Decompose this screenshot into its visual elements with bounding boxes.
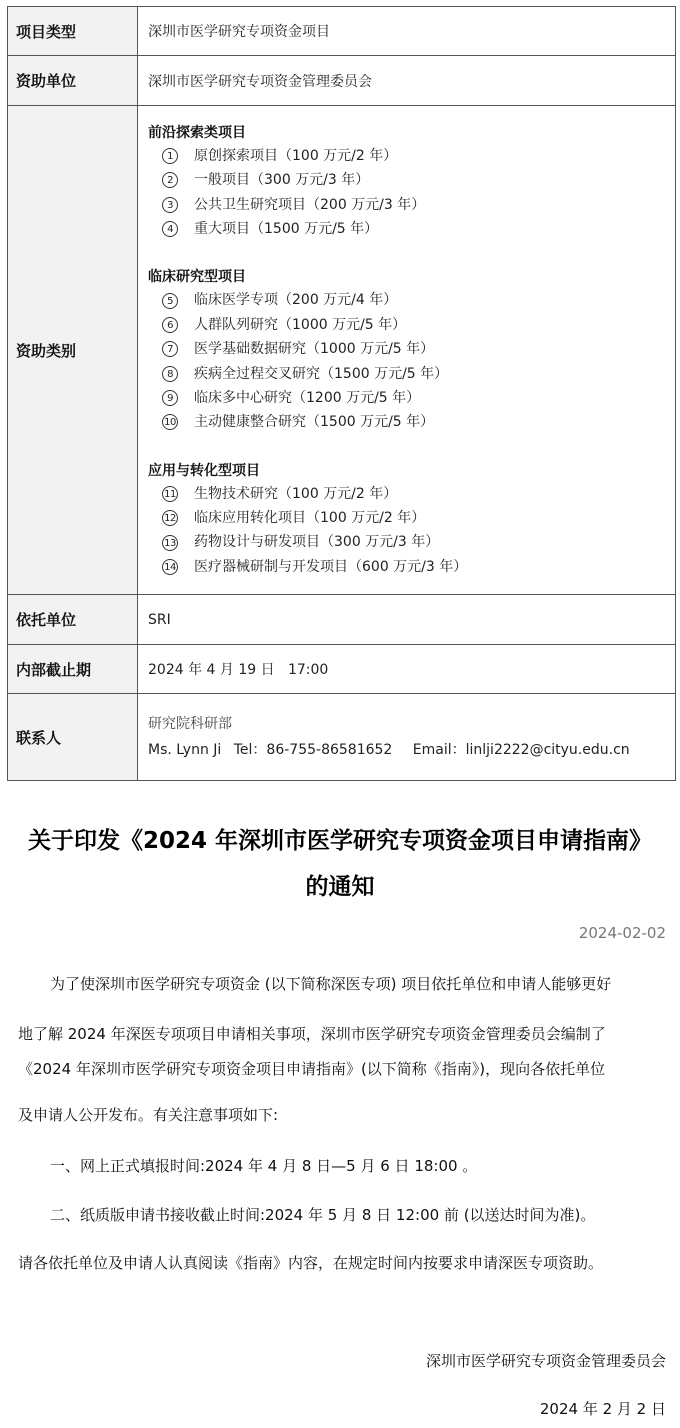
category-item xyxy=(148,168,675,192)
notice-paragraph-line2: 地了解 2024 年深医专项项目申请相关事项，深圳市医学研究专项资金管理委员会编制了 xyxy=(18,1025,606,1043)
category-item-text: 临床应用转化项目（100 万元/2 年） xyxy=(194,510,426,527)
project-info-table xyxy=(7,6,676,781)
category-item-text: 药物设计与研发项目（300 万元/3 年） xyxy=(194,534,440,551)
circled-number-icon: 2 xyxy=(162,172,178,188)
row-contact xyxy=(8,694,676,781)
category-group-title: 临床研究型项目 xyxy=(148,269,246,286)
value-host-unit: SRI xyxy=(138,595,676,645)
category-item-text: 医疗器械研制与开发项目（600 万元/3 年） xyxy=(194,558,468,575)
notice-date: 2024-02-02 xyxy=(578,924,666,942)
category-item-text: 人群队列研究（1000 万元/5 年） xyxy=(194,316,407,333)
category-item xyxy=(148,506,675,530)
notice-paragraph-line1: 为了使深圳市医学研究专项资金 (以下简称深医专项) 项目依托单位和申请人能够更好 xyxy=(50,975,612,993)
notice-closing: 请各依托单位及申请人认真阅读《指南》内容，在规定时间内按要求申请深医专项资助。 xyxy=(18,1254,604,1272)
category-list xyxy=(148,121,675,579)
category-item-text: 生物技术研究（100 万元/2 年） xyxy=(194,485,398,502)
contact-department: 研究院科研部 xyxy=(148,716,232,732)
label-funding-unit: 资助单位 xyxy=(8,56,138,106)
category-item xyxy=(148,313,675,337)
category-group xyxy=(148,460,675,580)
contact-email[interactable]: Email：linlji2222@cityu.edu.cn xyxy=(412,742,630,758)
row-project-type xyxy=(8,7,676,56)
category-item xyxy=(148,144,675,168)
row-host-unit xyxy=(8,595,676,645)
circled-number-icon: 1 xyxy=(162,148,178,164)
category-item-text: 主动健康整合研究（1500 万元/5 年） xyxy=(194,414,435,431)
category-item xyxy=(148,288,675,312)
category-item xyxy=(148,193,675,217)
notice-title-line2: 的通知 xyxy=(305,874,375,900)
category-item-text: 临床医学专项（200 万元/4 年） xyxy=(194,292,398,309)
category-item-text: 原创探索项目（100 万元/2 年） xyxy=(194,147,398,164)
category-item-text: 公共卫生研究项目（200 万元/3 年） xyxy=(194,196,426,213)
label-internal-deadline: 内部截止期 xyxy=(8,645,138,694)
value-internal-deadline: 2024 年 4 月 19 日 17:00 xyxy=(138,645,676,694)
category-item-text: 一般项目（300 万元/3 年） xyxy=(194,172,370,189)
circled-number-icon: 12 xyxy=(162,510,178,526)
circled-number-icon: 6 xyxy=(162,317,178,333)
contact-tel: Tel：86-755-86581652 xyxy=(233,742,393,758)
category-item-text: 医学基础数据研究（1000 万元/5 年） xyxy=(194,341,435,358)
label-funding-category: 资助类别 xyxy=(8,106,138,595)
category-group xyxy=(148,266,675,434)
category-item xyxy=(148,555,675,579)
notice-item-1: 一、网上正式填报时间:2024 年 4 月 8 日—5 月 6 日 18:00 。 xyxy=(50,1157,478,1175)
circled-number-icon: 13 xyxy=(162,535,178,551)
contact-name: Ms. Lynn Ji xyxy=(148,742,222,758)
circled-number-icon: 14 xyxy=(162,559,178,575)
circled-number-icon: 7 xyxy=(162,341,178,357)
row-internal-deadline xyxy=(8,645,676,694)
value-funding-unit: 深圳市医学研究专项资金管理委员会 xyxy=(138,56,676,106)
label-host-unit: 依托单位 xyxy=(8,595,138,645)
category-item xyxy=(148,386,675,410)
value-contact xyxy=(138,694,676,781)
circled-number-icon: 5 xyxy=(162,293,178,309)
category-item xyxy=(148,362,675,386)
row-funding-category xyxy=(8,106,676,595)
circled-number-icon: 4 xyxy=(162,221,178,237)
circled-number-icon: 10 xyxy=(162,414,178,430)
category-item xyxy=(148,217,675,241)
signature-date: 2024 年 2 月 2 日 xyxy=(539,1400,666,1418)
label-contact: 联系人 xyxy=(8,694,138,781)
signature-organization: 深圳市医学研究专项资金管理委员会 xyxy=(425,1352,666,1370)
category-item xyxy=(148,337,675,361)
notice-item-2: 二、纸质版申请书接收截止时间:2024 年 5 月 8 日 12:00 前 (以送达时间为准)。 xyxy=(50,1206,596,1224)
category-group-title: 前沿探索类项目 xyxy=(148,124,246,141)
label-project-type: 项目类型 xyxy=(8,7,138,56)
category-item-text: 重大项目（1500 万元/5 年） xyxy=(194,220,379,237)
notice-paragraph-line3: 《2024 年深圳市医学研究专项资金项目申请指南》(以下简称《指南》)，现向各依托单位 xyxy=(18,1060,606,1078)
circled-number-icon: 8 xyxy=(162,366,178,382)
category-item xyxy=(148,482,675,506)
notice-title-line1: 关于印发《2024 年深圳市医学研究专项资金项目申请指南》 xyxy=(27,828,653,854)
circled-number-icon: 11 xyxy=(162,486,178,502)
notice-paragraph-line4: 及申请人公开发布。有关注意事项如下: xyxy=(18,1106,279,1124)
circled-number-icon: 9 xyxy=(162,390,178,406)
value-project-type: 深圳市医学研究专项资金项目 xyxy=(138,7,676,56)
category-group xyxy=(148,122,675,242)
circled-number-icon: 3 xyxy=(162,197,178,213)
category-item-text: 临床多中心研究（1200 万元/5 年） xyxy=(194,389,421,406)
value-funding-category xyxy=(138,106,676,595)
category-item xyxy=(148,530,675,554)
row-funding-unit xyxy=(8,56,676,106)
category-item-text: 疾病全过程交叉研究（1500 万元/5 年） xyxy=(194,365,449,382)
category-item xyxy=(148,410,675,434)
category-group-title: 应用与转化型项目 xyxy=(148,462,260,479)
contact-details xyxy=(148,737,675,763)
